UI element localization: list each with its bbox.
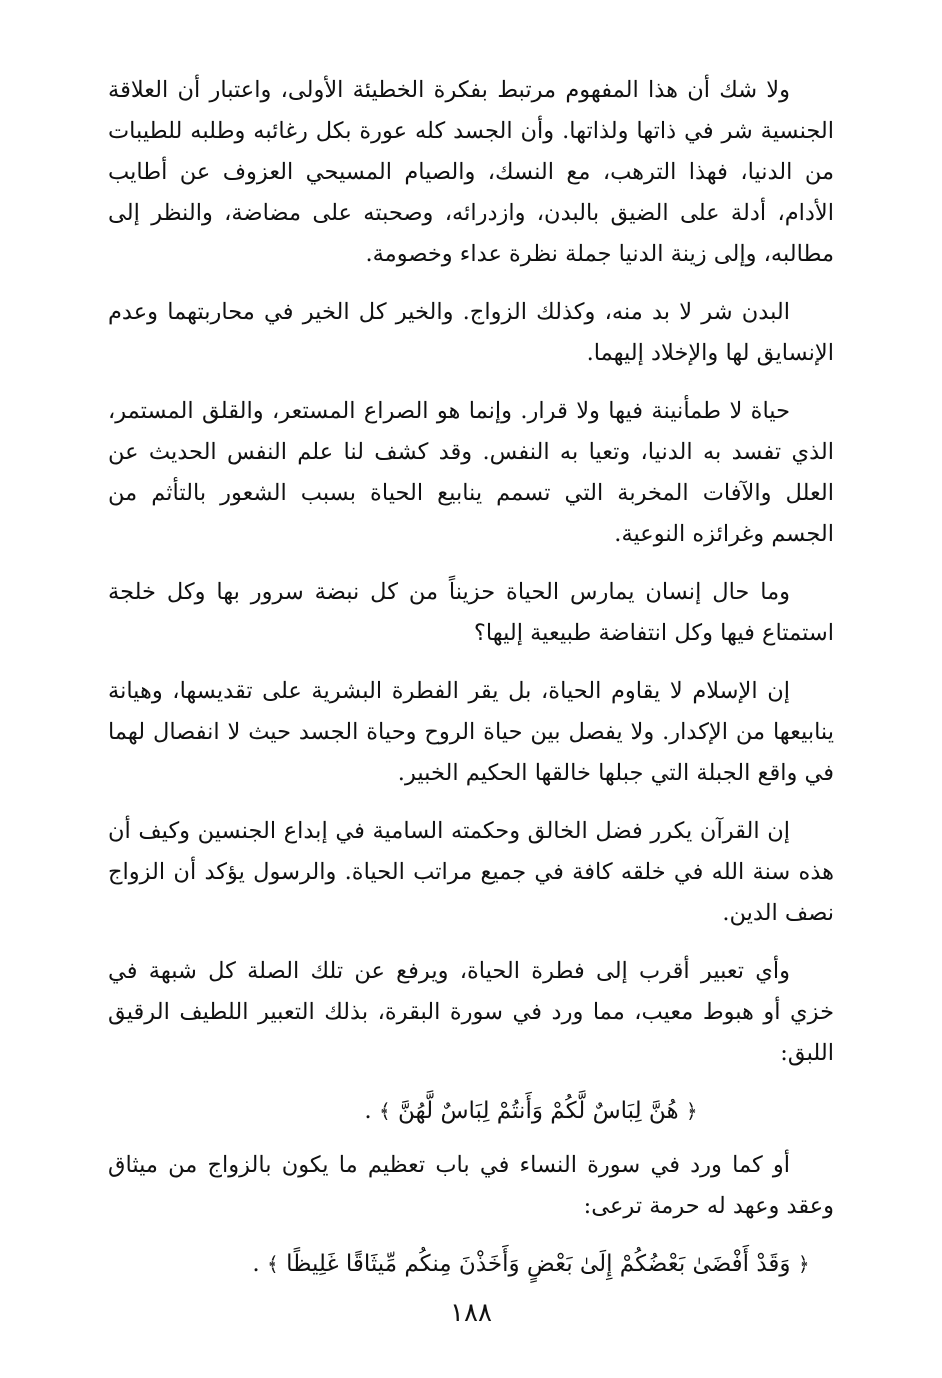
verse-text: وَقَدْ أَفْضَىٰ بَعْضُكُمْ إِلَىٰ بَعْضٍ وَأَخَذْنَ مِنكُم مِّيثَاقًا غَلِيظًا <box>286 1251 791 1277</box>
paragraph-8: أو كما ورد في سورة النساء في باب تعظيم ما يكون بالزواج من ميثاق وعقد وعهد له حرمة ترعى: <box>108 1152 834 1219</box>
paragraph-2: البدن شر لا بد منه، وكذلك الزواج. والخير كل الخير في محاربتهما وعدم الإنسايق لها والإخلاد إليهما. <box>108 299 834 366</box>
paragraph-3: حياة لا طمأنينة فيها ولا قرار. وإنما هو الصراع المستعر، والقلق المستمر، الذي تفسد به الدنيا، وتعيا به النفس. وقد كشف لنا علم النفس الحديث عن العلل والآفات المخربة التي تسمم ينابيع الحياة بسبب الشعور بالتأثم من الجسم وغرائزه النوعية. <box>108 398 834 547</box>
verse-end-mark: . <box>252 1251 260 1277</box>
verse-end-mark: . <box>364 1098 372 1124</box>
verse-close-bracket: ﴾ <box>267 1252 279 1276</box>
quran-verse-2 <box>108 1244 834 1284</box>
page-number: ١٨٨ <box>450 1298 492 1328</box>
paragraph-7: وأي تعبير أقرب إلى فطرة الحياة، ويرفع عن تلك الصلة كل شبهة في خزي أو هبوط معيب، مما ورد في سورة البقرة، بذلك التعبير اللطيف الرقيق اللبق: <box>108 958 834 1066</box>
paragraph-4: وما حال إنسان يمارس الحياة حزيناً من كل نبضة سرور بها وكل خلجة استمتاع فيها وكل انتفاضة طبيعية إليها؟ <box>108 579 834 646</box>
verse-open-bracket: ﴿ <box>685 1099 698 1123</box>
paragraph-5: إن الإسلام لا يقاوم الحياة، بل يقر الفطرة البشرية على تقديسها، وهيانة ينابيعها من الإكدار. ولا يفصل بين حياة الروح وحياة الجسد حيث لا انفصال لهما في واقع الجبلة التي جبلها خالقها الحكيم الخبير. <box>108 678 834 786</box>
verse-text: هُنَّ لِبَاسٌ لَّكُمْ وَأَنتُمْ لِبَاسٌ لَّهُنَّ <box>398 1098 679 1124</box>
paragraph-6: إن القرآن يكرر فضل الخالق وحكمته السامية في إبداع الجنسين وكيف أن هذه سنة الله في خلقه كافة في جميع مراتب الحياة. والرسول يؤكد أن الزواج نصف الدين. <box>108 818 834 926</box>
verse-close-bracket: ﴾ <box>379 1099 391 1123</box>
verse-open-bracket: ﴿ <box>797 1252 810 1276</box>
paragraph-1: ولا شك أن هذا المفهوم مرتبط بفكرة الخطيئة الأولى، واعتبار أن العلاقة الجنسية شر في ذاتها ولذاتها. وأن الجسد كله عورة بكل رغائبه وطلبه للطيبات من الدنيا، فهذا الترهب، مع النسك، والصيام المسيحي العزوف عن أطايب الأدام، أدلة على الضيق بالبدن، وازدرائه، وصحبته على مضاضة، والنظر إلى مطالبه، وإلى زينة الدنيا جملة نظرة عداء وخصومة. <box>108 77 834 267</box>
quran-verse-1 <box>108 1091 834 1131</box>
page-body <box>108 70 834 1338</box>
